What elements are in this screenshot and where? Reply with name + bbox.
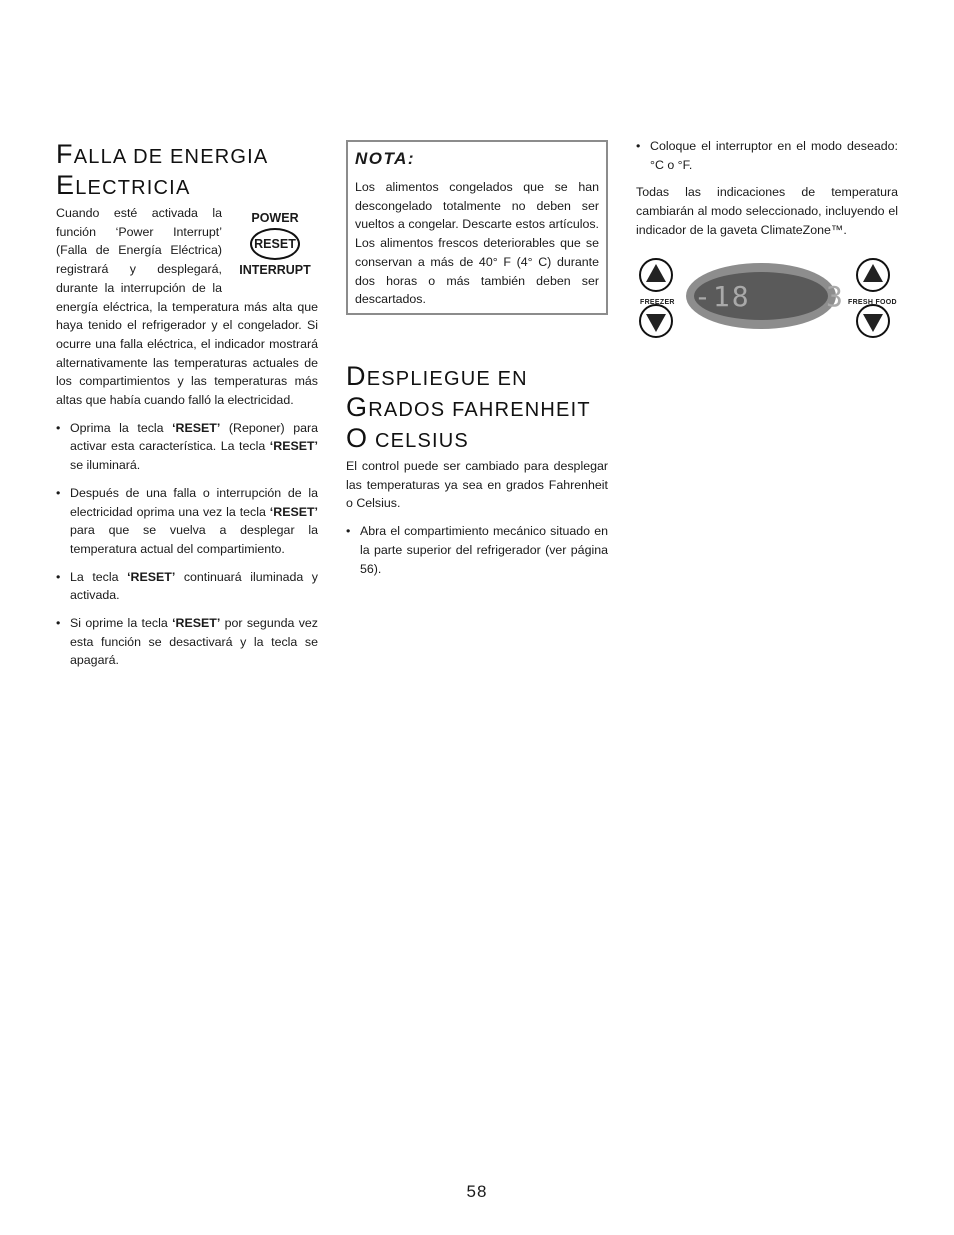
list-item: • Coloque el interruptor en el modo deseado: °C o °F. [636, 137, 898, 174]
mode-switch-text: Todas las indicaciones de temperatura cambiarán al modo seleccionado, incluyendo el indicador de la gaveta ClimateZone™. [636, 185, 898, 237]
temperature-readout [694, 279, 845, 313]
list-item: • Oprima la tecla ‘RESET’ (Reponer) para activar esta característica. La tecla ‘RESET’ se iluminará. [56, 419, 318, 475]
section-title-display-units: DESPLIEGUE EN GRADOS FAHRENHEIT O CELSIUS [346, 361, 591, 453]
freezer-temperature: -18 [694, 279, 751, 313]
temperature-display [686, 263, 845, 329]
temperature-display-screen [694, 272, 845, 320]
list-item: • Si oprime la tecla ‘RESET’ por segunda vez esta función se desactivará y la tecla se apagará. [56, 614, 318, 670]
column-power-interrupt [56, 140, 318, 679]
list-item: • La tecla ‘RESET’ continuará iluminada y activada. [56, 568, 318, 605]
column-nota-display-units [346, 140, 608, 578]
power-interrupt-intro: Cuando esté activada la función ‘Power Interrupt’ (Falla de Energía Eléctrica) registrará y desplegará, durante la interrupción de la energía eléctrica, la temperatura más alta que haya tenido el refrigerador y el congelador. Si ocurre una falla eléctrica, el indicador mostrará alternativamente las temperaturas actuales de los compartimientos y las temperaturas más altas que había cuando falló la electricidad. [56, 206, 318, 408]
power-interrupt-reset-figure [232, 204, 318, 290]
column-mode-switch [636, 137, 898, 338]
control-panel-illustration [636, 258, 898, 338]
display-units-steps [346, 522, 608, 578]
power-interrupt-steps [56, 419, 318, 670]
power-label: POWER [251, 211, 299, 225]
section-title-power-failure: FALLA DE ENERGIA ELECTRICIA [56, 139, 269, 200]
nota-title: NOTA: [355, 149, 416, 168]
nota-text: Los alimentos congelados que se han descongelado totalmente no deben ser vueltos a congelar. Descarte estos artículos. Los alimentos frescos deteriorables que se conservan a más de 40° F (4° C) durante dos horas o más también deben ser descartados. [355, 180, 599, 307]
reset-button-illustration: RESET [250, 228, 300, 260]
interrupt-label: INTERRUPT [239, 263, 311, 277]
fresh-food-temperature: 3 [826, 279, 845, 313]
list-item: • Abra el compartimiento mecánico situado en la parte superior del refrigerador (ver página 56). [346, 522, 608, 578]
mode-switch-steps [636, 137, 898, 174]
page-number: 58 [466, 1182, 488, 1201]
nota-box [346, 140, 608, 315]
freezer-label: FREEZER [640, 298, 675, 306]
fresh-food-label: FRESH FOOD [848, 298, 897, 306]
fresh-food-up-button [857, 259, 889, 291]
freezer-up-button [640, 259, 672, 291]
list-item: • Después de una falla o interrupción de la electricidad oprima una vez la tecla ‘RESET’ para que se vuelva a desplegar la temperatura actual del compartimiento. [56, 484, 318, 559]
display-units-intro: El control puede ser cambiado para desplegar las temperaturas ya sea en grados Fahrenheit o Celsius. [346, 459, 608, 511]
